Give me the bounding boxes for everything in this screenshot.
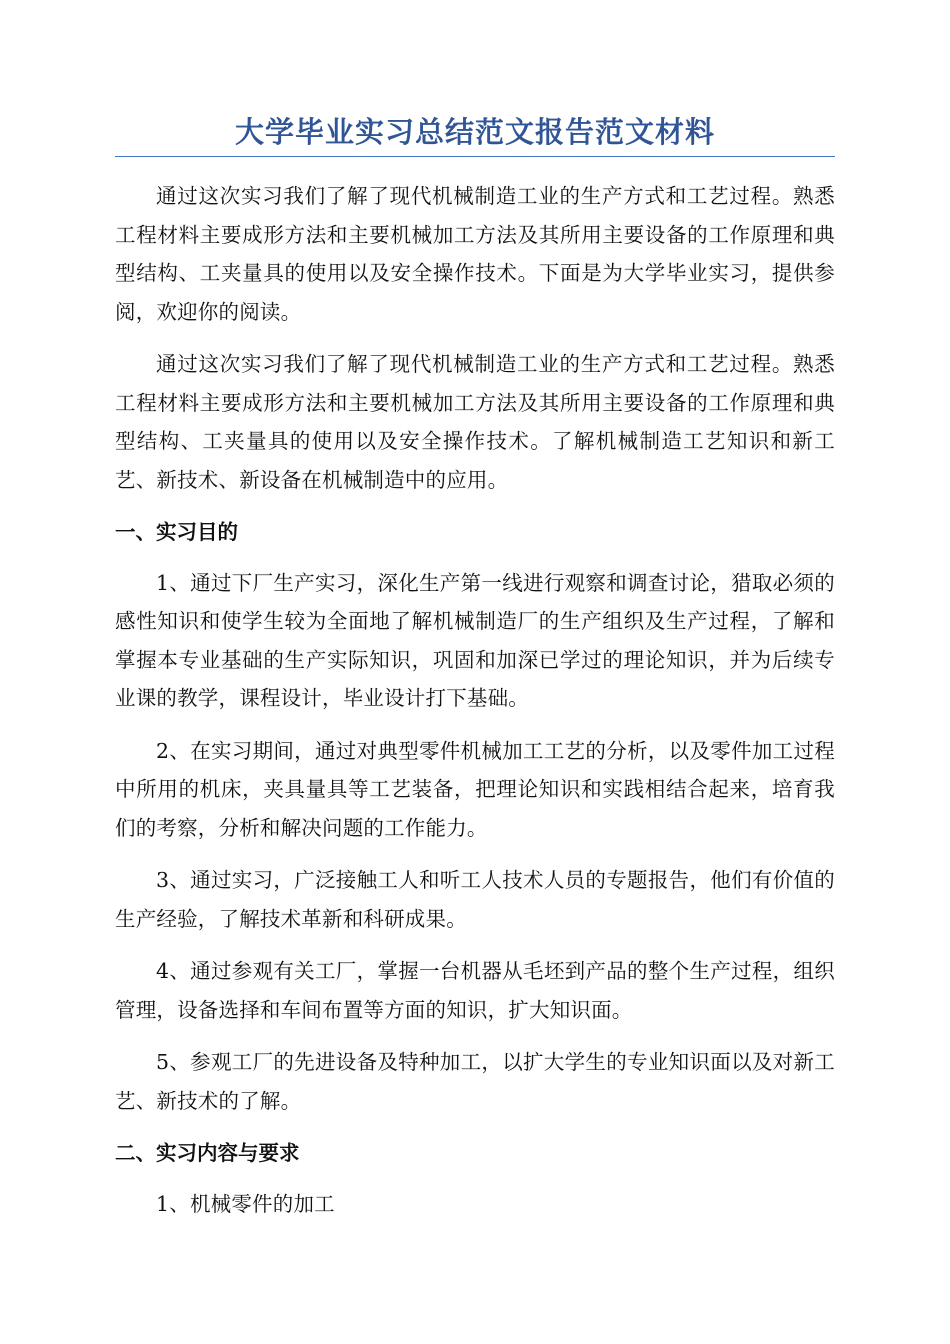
- purpose-item-3: 3、通过实习，广泛接触工人和听工人技术人员的专题报告，他们有价值的生产经验，了解技术革新和科研成果。: [115, 868, 835, 931]
- section-heading-content: 二、实习内容与要求: [115, 1141, 300, 1165]
- intro-block: [115, 177, 835, 499]
- purpose-item-2: 2、在实习期间，通过对典型零件机械加工工艺的分析，以及零件加工过程中所用的机床，夹具量具等工艺装备，把理论知识和实践相结合起来，培育我们的考察，分析和解决问题的工作能力。: [115, 738, 835, 840]
- purpose-list: [115, 564, 835, 1121]
- document-page: [115, 110, 835, 1223]
- section-heading-purpose: 一、实习目的: [115, 520, 238, 544]
- content-item-1: 1、机械零件的加工: [156, 1191, 335, 1216]
- purpose-item-5: 5、参观工厂的先进设备及特种加工，以扩大学生的专业知识面以及对新工艺、新技术的了解。: [115, 1050, 835, 1113]
- document-title: 大学毕业实习总结范文报告范文材料: [115, 110, 835, 157]
- intro-paragraph-2: 通过这次实习我们了解了现代机械制造工业的生产方式和工艺过程。熟悉工程材料主要成形方法和主要机械加工方法及其所用主要设备的工作原理和典型结构、工夹量具的使用以及安全操作技术。了解机械制造工艺知识和新工艺、新技术、新设备在机械制造中的应用。: [115, 352, 835, 492]
- intro-paragraph-1: 通过这次实习我们了解了现代机械制造工业的生产方式和工艺过程。熟悉工程材料主要成形方法和主要机械加工方法及其所用主要设备的工作原理和典型结构、工夹量具的使用以及安全操作技术。下面是为大学毕业实习，提供参阅，欢迎你的阅读。: [115, 184, 835, 324]
- content-list: [115, 1185, 835, 1224]
- purpose-item-4: 4、通过参观有关工厂，掌握一台机器从毛坯到产品的整个生产过程，组织管理，设备选择和车间布置等方面的知识，扩大知识面。: [115, 959, 835, 1022]
- purpose-item-1: 1、通过下厂生产实习，深化生产第一线进行观察和调查讨论，猎取必须的感性知识和使学生较为全面地了解机械制造厂的生产组织及生产过程，了解和掌握本专业基础的生产实际知识，巩固和加深已学过的理论知识，并为后续专业课的教学，课程设计，毕业设计打下基础。: [115, 570, 835, 710]
